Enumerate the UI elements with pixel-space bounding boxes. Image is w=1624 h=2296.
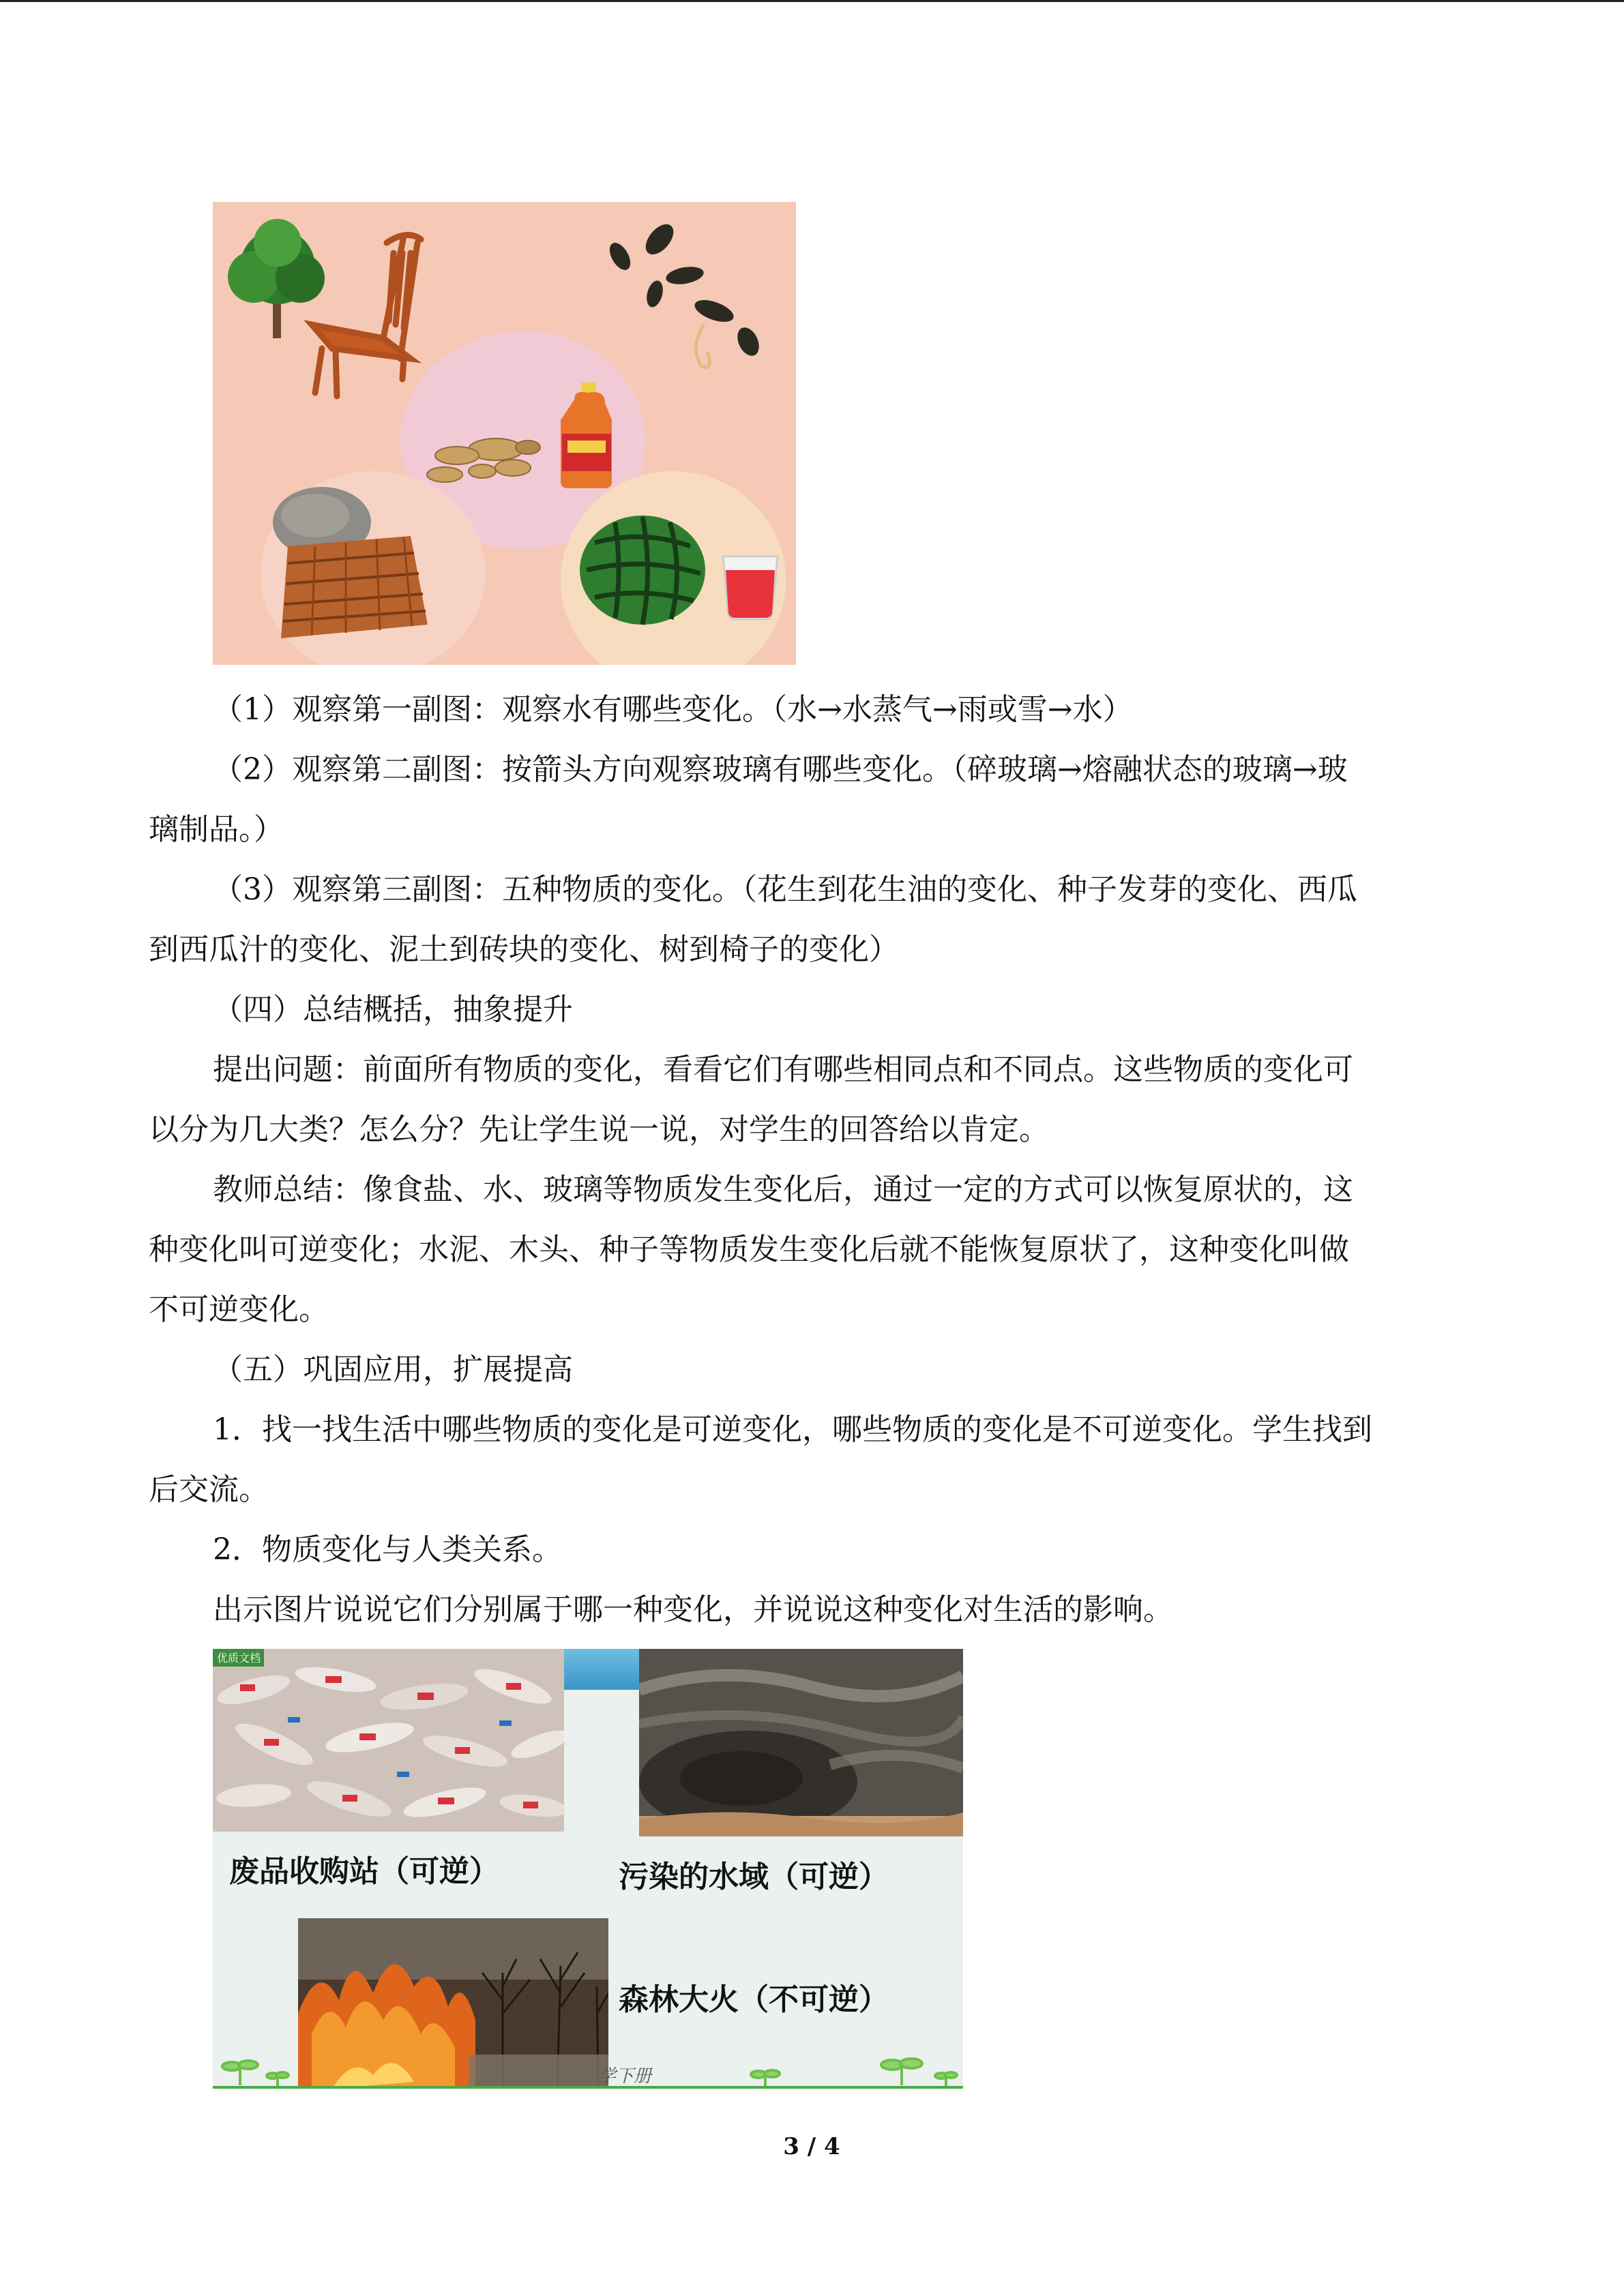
paragraph-observe-1: （1）观察第一副图：观察水有哪些变化。（水→水蒸气→雨或雪→水） bbox=[213, 692, 1133, 727]
polluted-water-photo bbox=[639, 1649, 963, 1836]
section-heading-4: （四）总结概括，抽象提升 bbox=[213, 992, 573, 1027]
slide-blue-band bbox=[564, 1649, 639, 1690]
paragraph-summary-cont-1: 种变化叫可逆变化；水泥、木头、种子等物质发生变化后就不能恢复原状了，这种变化叫做 bbox=[149, 1232, 1349, 1267]
watermelon-icon bbox=[580, 516, 705, 625]
paragraph-item-1-cont: 后交流。 bbox=[149, 1472, 269, 1507]
peanuts-icon bbox=[427, 438, 540, 482]
bricks-icon bbox=[281, 536, 428, 638]
paragraph-observe-2-cont: 璃制品。） bbox=[149, 812, 284, 847]
seeds-icon bbox=[606, 219, 763, 367]
caption-polluted-water: 污染的水域（可逆） bbox=[619, 1860, 889, 1894]
bottles-pile-icon bbox=[213, 1649, 564, 1832]
paragraph-question-cont: 以分为几大类？怎么分？先让学生说一说，对学生的回答给以肯定。 bbox=[149, 1112, 1049, 1147]
materials-illustration bbox=[213, 202, 796, 665]
doc-tag: 优质文档 bbox=[217, 1652, 261, 1665]
paragraph-observe-3: （3）观察第三副图：五种物质的变化。（花生到花生油的变化、种子发芽的变化、西瓜 bbox=[213, 872, 1357, 907]
chair-icon bbox=[312, 235, 421, 396]
materials-drawing bbox=[213, 202, 796, 665]
recycling-station-photo bbox=[213, 1649, 564, 1832]
top-border bbox=[0, 0, 1624, 2]
caption-recycling-station: 废品收购站（可逆） bbox=[229, 1854, 499, 1889]
tree-icon bbox=[228, 219, 325, 338]
watermelon-juice-icon bbox=[723, 556, 778, 619]
caption-forest-fire: 森林大火（不可逆） bbox=[619, 1982, 889, 2017]
slide-footer-text: 学下册 bbox=[598, 2066, 652, 2087]
paragraph-observe-2: （2）观察第二副图：按箭头方向观察玻璃有哪些变化。（碎玻璃→熔融状态的玻璃→玻 bbox=[213, 752, 1348, 787]
paragraph-observe-3-cont: 到西瓜汁的变化、泥土到砖块的变化、树到椅子的变化） bbox=[149, 932, 899, 967]
polluted-water-icon bbox=[639, 1649, 963, 1836]
paragraph-item-3: 出示图片说说它们分别属于哪一种变化，并说说这种变化对生活的影响。 bbox=[213, 1592, 1173, 1627]
paragraph-summary: 教师总结：像食盐、水、玻璃等物质发生变化后，通过一定的方式可以恢复原状的，这 bbox=[213, 1172, 1353, 1207]
sprout-decoration bbox=[213, 2051, 963, 2089]
human-impact-slide bbox=[213, 1649, 963, 2089]
paragraph-question: 提出问题：前面所有物质的变化，看看它们有哪些相同点和不同点。这些物质的变化可 bbox=[213, 1052, 1353, 1087]
section-heading-5: （五）巩固应用，扩展提高 bbox=[213, 1352, 573, 1387]
paragraph-summary-cont-2: 不可逆变化。 bbox=[149, 1292, 329, 1327]
paragraph-item-2: 2．物质变化与人类关系。 bbox=[213, 1532, 562, 1567]
oil-bottle-icon bbox=[561, 383, 612, 488]
page-number: 3 / 4 bbox=[783, 2133, 840, 2160]
paragraph-item-1: 1．找一找生活中哪些物质的变化是可逆变化，哪些物质的变化是不可逆变化。学生找到 bbox=[213, 1412, 1372, 1447]
